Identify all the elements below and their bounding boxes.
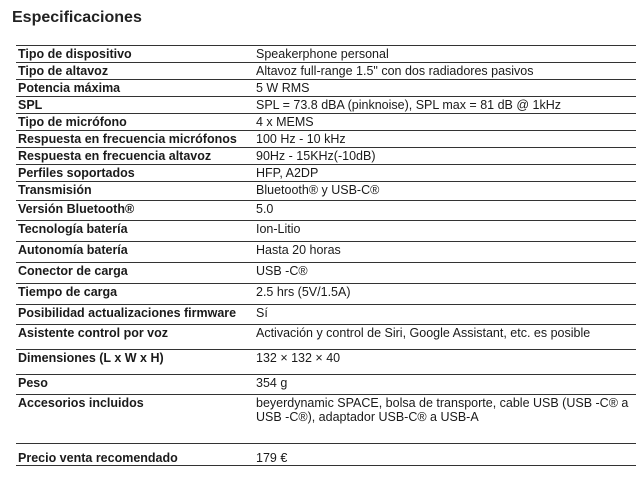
spec-row-bluetooth-version [16, 201, 636, 221]
spec-row-firmware-updates [16, 305, 636, 325]
spec-row-mic-frequency [16, 131, 636, 148]
spec-value: Activación y control de Siri, Google Assistant, etc. es posible [256, 326, 591, 340]
spec-row-max-power [16, 80, 636, 97]
spec-value: Hasta 20 horas [256, 243, 341, 257]
spec-row-weight [16, 375, 636, 395]
spec-row-voice-assistant [16, 325, 636, 350]
spec-row-charging-time [16, 284, 636, 305]
spec-row-speaker-type [16, 63, 636, 80]
spec-value: 5 W RMS [256, 81, 310, 95]
spec-row-charging-connector [16, 263, 636, 284]
spec-value: 179 € [256, 451, 288, 465]
spec-label: Dimensiones (L x W x H) [18, 351, 164, 365]
spec-row-device-type [16, 46, 636, 63]
spec-label: Conector de carga [18, 264, 128, 278]
spec-row-spl [16, 97, 636, 114]
spec-value: 90Hz - 15KHz(-10dB) [256, 149, 376, 163]
spec-value: 4 x MEMS [256, 115, 314, 129]
spec-value: Ion-Litio [256, 222, 301, 236]
spec-label: Tecnología batería [18, 222, 128, 236]
spec-row-battery-life [16, 242, 636, 263]
spec-value: Altavoz full-range 1.5" con dos radiadores pasivos [256, 64, 534, 78]
spec-label: Perfiles soportados [18, 166, 135, 180]
spec-label: Tipo de micrófono [18, 115, 127, 129]
spec-table [16, 45, 636, 466]
spec-label: Potencia máxima [18, 81, 121, 95]
spec-value: 5.0 [256, 202, 274, 216]
spec-value: 2.5 hrs (5V/1.5A) [256, 285, 351, 299]
spec-label: SPL [18, 98, 43, 112]
spec-value: 100 Hz - 10 kHz [256, 132, 346, 146]
spec-value: beyerdynamic SPACE, bolsa de transporte, cable USB (USB -C® a USB -C®), adaptador USB-C® a USB-A [256, 396, 629, 424]
spec-row-battery-technology [16, 221, 636, 242]
spec-label: Respuesta en frecuencia altavoz [18, 149, 212, 163]
spec-label: Transmisión [18, 183, 92, 197]
spec-row-accessories [16, 395, 636, 444]
spec-label: Tipo de dispositivo [18, 47, 132, 61]
spec-label: Posibilidad actualizaciones firmware [18, 306, 237, 320]
spec-value: SPL = 73.8 dBA (pinknoise), SPL max = 81 dB @ 1kHz [256, 98, 561, 112]
spec-label: Tiempo de carga [18, 285, 118, 299]
spec-label: Tipo de altavoz [18, 64, 109, 78]
spec-label: Asistente control por voz [18, 326, 169, 340]
spec-label: Accesorios incluidos [18, 396, 144, 410]
spec-label: Versión Bluetooth® [18, 202, 135, 216]
spec-value: 132 × 132 × 40 [256, 351, 341, 365]
spec-row-transmission [16, 182, 636, 201]
spec-row-profiles [16, 165, 636, 182]
page-title: Especificaciones [12, 9, 142, 26]
spec-row-recommended-price [16, 444, 636, 466]
spec-value: Bluetooth® y USB-C® [256, 183, 380, 197]
spec-value: HFP, A2DP [256, 166, 319, 180]
spec-value: USB -C® [256, 264, 308, 278]
spec-row-speaker-frequency [16, 148, 636, 165]
spec-value: 354 g [256, 376, 288, 390]
spec-label: Precio venta recomendado [18, 451, 178, 465]
spec-label: Respuesta en frecuencia micrófonos [18, 132, 237, 146]
spec-value: Speakerphone personal [256, 47, 389, 61]
spec-value: Sí [256, 306, 268, 320]
spec-label: Autonomía batería [18, 243, 128, 257]
spec-label: Peso [18, 376, 48, 390]
spec-row-dimensions [16, 350, 636, 375]
spec-row-microphone-type [16, 114, 636, 131]
